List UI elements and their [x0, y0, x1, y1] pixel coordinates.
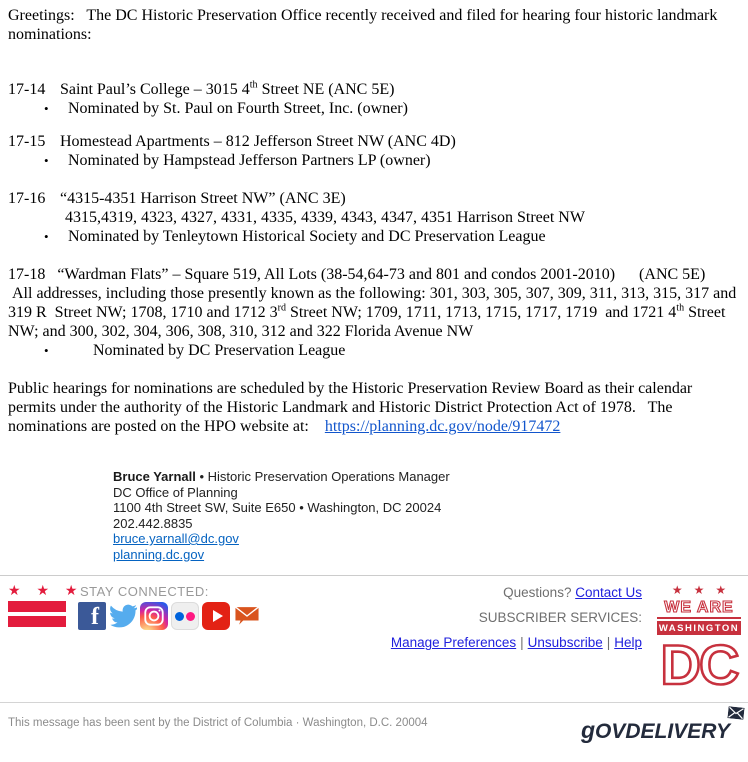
footer — [0, 575, 748, 696]
separator: | — [606, 635, 611, 650]
logo-we-are — [657, 597, 741, 616]
stay-connected-block — [78, 583, 261, 630]
address-text: Street NW; 1709, 1711, 1713, 1715, 1717, 1719 and 1721 4 — [285, 304, 677, 321]
separator: • — [195, 469, 208, 484]
dc-text: DC — [660, 633, 738, 696]
bullet-text: Nominated by Hampstead Jefferson Partners LP (owner) — [68, 152, 431, 169]
dc-flag-stars: ★ ★ ★ — [8, 582, 84, 598]
nomination-heading — [8, 189, 740, 208]
questions-label: Questions? — [503, 585, 572, 600]
sender-website-line — [113, 547, 740, 563]
bullet-icon: • — [44, 229, 49, 244]
govdelivery-email-icon[interactable] — [233, 602, 261, 630]
govdelivery-wordmark: OVDELIVERY — [595, 720, 730, 743]
facebook-icon[interactable] — [78, 602, 106, 630]
dc-flag-bar — [8, 601, 66, 612]
nomination-17-18 — [8, 265, 740, 360]
dc-flag-bar — [8, 616, 66, 627]
bullet-item — [8, 99, 740, 118]
stay-connected-label: STAY CONNECTED: — [80, 584, 209, 599]
subscriber-links-row — [391, 635, 642, 650]
sent-by-message: This message has been sent by the District of Columbia · Washington, D.C. 20004 — [8, 717, 428, 729]
instagram-icon[interactable] — [140, 602, 168, 630]
envelope-icon — [727, 706, 744, 720]
ordinal-superscript: th — [249, 79, 258, 91]
flickr-pink-dot — [186, 612, 195, 621]
logo-dc — [655, 633, 743, 696]
signature-block — [113, 469, 740, 562]
bullet-text: Nominated by Tenleytown Historical Society and DC Preservation League — [68, 228, 546, 245]
address-text: Street NW; and 300, 302, 304, 306, 308, 310, 312 and 322 Florida Avenue NW — [8, 304, 730, 340]
case-number: 17-14 — [8, 81, 46, 98]
bullet-item — [8, 227, 740, 246]
questions-row — [391, 585, 642, 600]
address-paragraph — [8, 284, 740, 341]
youtube-icon[interactable] — [202, 602, 230, 630]
bullet-text: Nominated by St. Paul on Fourth Street, Inc. (owner) — [68, 100, 408, 117]
ordinal-superscript: th — [676, 302, 685, 314]
nomination-title: “4315-4351 Harrison Street NW” (ANC 3E) — [60, 190, 346, 207]
unsubscribe-link[interactable]: Unsubscribe — [527, 635, 603, 650]
flickr-blue-dot — [175, 612, 184, 621]
nomination-heading — [8, 132, 740, 151]
hearings-text: Public hearings for nominations are scheduled by the Historic Preservation Review Board as their calendar permits under the authority of the Historic Landmark and Historic District Protection Act of 1978. The nominations are posted on the HPO website at: — [8, 380, 697, 435]
twitter-icon[interactable] — [109, 602, 137, 630]
bullet-item — [8, 341, 740, 360]
address-text: All addresses, including those presently known as the following: 301, 303, 305, 307, 309, 311, 313, 315, 317 and 319 R Street NW; 1708, 1710 and 1712 3 — [8, 285, 741, 321]
bottom-bar — [0, 702, 748, 744]
subscriber-services-block — [391, 583, 654, 660]
nomination-heading — [8, 80, 740, 99]
govdelivery-g: g — [580, 717, 596, 743]
facebook-f: f — [91, 604, 99, 630]
logo-stars: ★★★ — [671, 583, 738, 597]
subscriber-services-label: SUBSCRIBER SERVICES: — [478, 610, 642, 625]
address-list: 4315,4319, 4323, 4327, 4331, 4335, 4339, 4343, 4347, 4351 Harrison Street NW — [65, 209, 585, 226]
bullet-text: Nominated by DC Preservation League — [93, 342, 346, 359]
contact-us-link[interactable]: Contact Us — [575, 585, 642, 600]
case-number: 17-15 — [8, 133, 46, 150]
sender-org: DC Office of Planning — [113, 484, 238, 500]
sender-website-link[interactable]: planning.dc.gov — [113, 546, 205, 562]
title-text: Saint Paul’s College – 3015 4 — [60, 81, 250, 98]
hearings-paragraph — [8, 379, 740, 436]
nomination-title — [60, 80, 394, 99]
sender-address: 1100 4th Street SW, Suite E650 • Washington, DC 20024 — [113, 500, 442, 515]
bullet-icon: • — [44, 101, 49, 116]
nomination-17-15 — [8, 132, 740, 170]
bullet-item — [8, 151, 740, 170]
bullet-icon: • — [44, 343, 49, 358]
logo-washington: WASHINGTON — [658, 623, 740, 634]
we-are-washington-dc-logo — [654, 583, 744, 696]
title-text: Street NE (ANC 5E) — [257, 81, 395, 98]
sender-title: Historic Preservation Operations Manager — [207, 469, 450, 484]
help-link[interactable]: Help — [614, 635, 642, 650]
logo-underline — [657, 617, 741, 619]
sender-name: Bruce Yarnall — [113, 469, 196, 484]
play-triangle — [213, 610, 223, 622]
ordinal-superscript: rd — [277, 302, 286, 314]
manage-preferences-link[interactable]: Manage Preferences — [390, 635, 517, 650]
we-are-text: WE ARE — [664, 599, 734, 616]
flickr-icon[interactable] — [171, 602, 199, 630]
dc-flag-logo — [8, 582, 84, 627]
nomination-title: Homestead Apartments – 812 Jefferson Street NW (ANC 4D) — [60, 133, 456, 150]
sender-email-line — [113, 531, 740, 547]
signature-name-line — [113, 469, 740, 485]
sender-phone: 202.442.8835 — [113, 515, 193, 531]
social-icons-row — [78, 602, 261, 630]
nomination-17-16 — [8, 189, 740, 246]
intro-paragraph: Greetings: The DC Historic Preservation Office recently received and filed for hearing four historic landmark nominations: — [8, 7, 722, 43]
separator: | — [520, 635, 524, 650]
hpo-website-link[interactable]: https://planning.dc.gov/node/917472 — [324, 418, 561, 435]
sender-email-link[interactable]: bruce.yarnall@dc.gov — [113, 531, 239, 546]
case-number: 17-16 — [8, 190, 46, 207]
govdelivery-logo — [581, 717, 738, 744]
bullet-icon: • — [44, 153, 49, 168]
nomination-heading: 17-18 “Wardman Flats” – Square 519, All Lots (38-54,64-73 and 801 and condos 2001-2010) (ANC 5E) — [8, 266, 706, 283]
nomination-17-14 — [8, 80, 740, 118]
